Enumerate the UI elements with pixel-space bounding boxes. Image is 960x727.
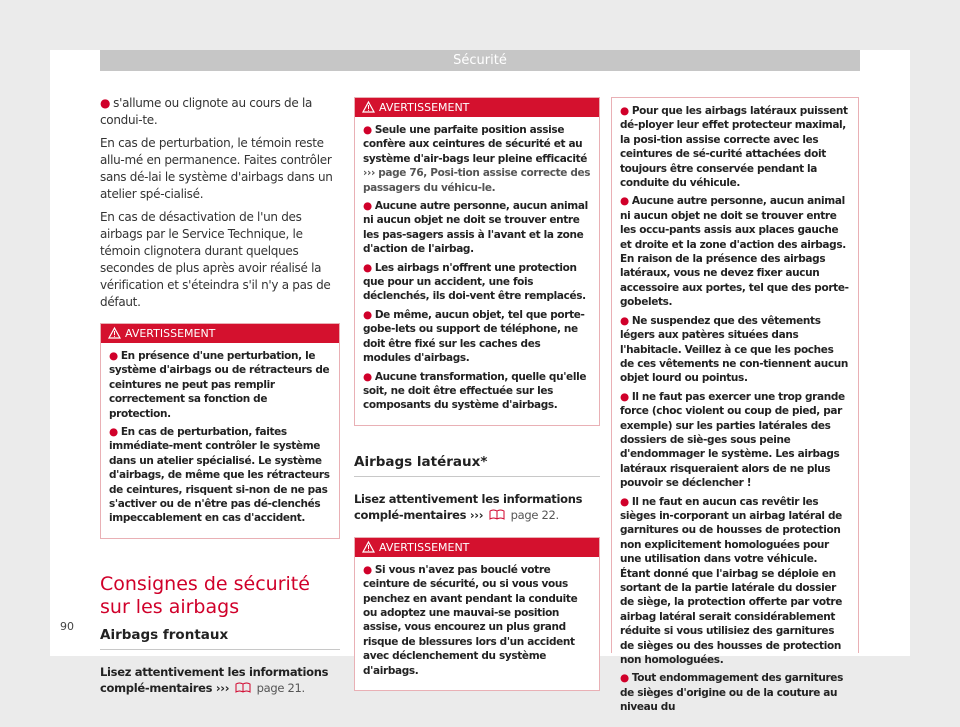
- bullet-icon: ●: [109, 350, 118, 362]
- warning-item: ● Aucune autre personne, aucun animal ni aucun objet ne doit se trouver entre les occu-pants assis aux places gauche et droite et la zone d'action des airbags. En raison de la présence des airbags latéraux, vous ne devez fixer aucun accessoire aux portes, tel que des porte-gobelets.: [620, 195, 849, 309]
- warning-header: AVERTISSEMENT: [355, 538, 599, 557]
- page-reference-link[interactable]: page 22.: [510, 507, 559, 522]
- bullet-icon: ●: [620, 672, 629, 685]
- warning-item: ● Pour que les airbags latéraux puissent dé-ployer leur effet protecteur maximal, la posi-tion assise correcte avec les ceintures de sé-curité attachées doit toujours être conservée pendant la conduite du véhicule.: [620, 105, 848, 190]
- page-reference-link[interactable]: page 21.: [256, 680, 305, 695]
- warning-body: [355, 557, 599, 690]
- bullet-icon: ●: [100, 96, 111, 110]
- bullet-icon: ●: [109, 426, 118, 439]
- chevron-link[interactable]: ›››: [215, 680, 230, 695]
- warning-box: [354, 97, 600, 426]
- warning-body: [355, 117, 599, 425]
- column-middle: [354, 97, 600, 691]
- subsection-title: Airbags frontaux: [100, 627, 340, 650]
- warning-item: ● Il ne faut en aucun cas revêtir les sièges in-corporant un airbag latéral de garnitures ou de housses de protection non explicitement homologuées pour une utilisation dans votre véhicule. Étant donné que l'airbag se déploie en sortant de la partie latérale du dossier de siège, la protection offerte par votre airbag latéral serait considérablement réduite si vous utilisiez des garnitures de sièges ou des housses de protection non homologuées.: [620, 495, 843, 667]
- page-header: Sécurité: [100, 50, 860, 71]
- bullet-icon: ●: [620, 314, 629, 327]
- column-left: [100, 95, 340, 696]
- warning-triangle-icon: [108, 327, 121, 339]
- warning-box-continued: [611, 97, 859, 714]
- warning-header: AVERTISSEMENT: [101, 324, 339, 343]
- warning-item: ● Si vous n'avez pas bouclé votre ceinture de sécurité, ou si vous vous penchez en avant pendant la conduite ou adoptez une mauvai-se position assise, vous encourez un plus grand risque de blessures lors d'un accident avec déclenchement du système d'airbags.: [363, 563, 578, 677]
- warning-triangle-icon: [362, 101, 375, 113]
- warning-body: [101, 343, 339, 538]
- intro-paragraph: Lisez attentivement les informations complé-mentaires ››› page 22.: [354, 491, 583, 522]
- bullet-icon: ●: [363, 308, 372, 321]
- page-number: 90: [60, 620, 74, 633]
- subsection-title: Airbags latéraux*: [354, 454, 600, 477]
- warning-triangle-icon: [362, 541, 375, 553]
- bullet-icon: ●: [363, 200, 372, 213]
- warning-item: ● En cas de perturbation, faites immédiate-ment contrôler le système dans un atelier spécialisé. Le système d'airbags, de même que les rétracteurs de ceintures, risquent si-non de ne pas s'activer ou de n'être pas dé-clenchés impeccablement en cas d'accident.: [109, 426, 330, 525]
- bullet-icon: ●: [363, 124, 372, 136]
- warning-item: ● Les airbags n'offrent une protection que pour un accident, une fois déclenchés, ils doi-vent être remplacés.: [363, 261, 586, 303]
- warning-box: [100, 323, 340, 539]
- bullet-icon: ●: [363, 261, 372, 274]
- warning-item: ● En présence d'une perturbation, le système d'airbags ou de rétracteurs de ceintures ne peut pas remplir correctement sa fonction de protection.: [109, 350, 330, 420]
- warning-item: ● Il ne faut pas exercer une trop grande force (choc violent ou coup de pied, par exemple) sur les parties latérales des dossiers de siè-ges sous peine d'endommager le système. Les airbags latéraux risqueraient alors de ne plus pouvoir se déclencher !: [620, 390, 845, 490]
- warning-item: ● Aucune autre personne, aucun animal ni aucun objet ne doit se trouver entre les pas-sagers assis à l'avant et la zone d'action de l'airbag.: [363, 200, 588, 256]
- paragraph: En cas de perturbation, le témoin reste allu-mé en permanence. Faites contrôler sans dé-lai le système d'airbags dans un atelier spé-cialisé.: [100, 136, 333, 201]
- section-title: Consignes de sécurité sur les airbags: [100, 572, 310, 618]
- cross-reference-link[interactable]: ››› page 76, Posi-tion assise correcte des passagers du véhicu-le.: [363, 167, 591, 194]
- bullet-icon: ●: [620, 495, 629, 508]
- intro-paragraph: Lisez attentivement les informations complé-mentaires ››› page 21.: [100, 664, 329, 695]
- warning-box: [354, 537, 600, 691]
- bullet-icon: ●: [363, 563, 372, 576]
- warning-item: ● De même, aucun objet, tel que porte-gobe-lets ou support de téléphone, ne doit être fixé sur les caches des modules d'airbags.: [363, 308, 585, 365]
- bullet-icon: ●: [363, 370, 372, 383]
- warning-item: ● Seule une parfaite position assise confère aux ceintures de sécurité et au système d'air-bags leur pleine efficacité ››› page 76, Posi-tion assise correcte des passagers du véhicu-le.: [363, 124, 591, 194]
- warning-header: AVERTISSEMENT: [355, 98, 599, 117]
- bullet-icon: ●: [620, 390, 629, 403]
- column-right: [611, 97, 859, 714]
- book-reference-icon: [489, 509, 505, 520]
- bullet-paragraph: ● s'allume ou clignote au cours de la condui-te.: [100, 96, 313, 127]
- paragraph: En cas de désactivation de l'un des airbags par le Service Technique, le témoin clignotera durant quelques secondes de plus après avoir réalisé la vérification et s'éteindra s'il n'y a pas de défaut.: [100, 210, 331, 309]
- book-reference-icon: [235, 682, 251, 693]
- warning-item: ● Ne suspendez que des vêtements légers aux patères situées dans l'habitacle. Veillez à ce que les poches de ces vêtements ne con-tiennent aucun objet lourd ou pointus.: [620, 314, 849, 385]
- warning-item: ● Tout endommagement des garnitures de sièges d'origine ou de la couture au niveau du: [620, 672, 843, 714]
- warning-body: [612, 98, 858, 727]
- manual-page: [50, 50, 910, 714]
- warning-item: ● Aucune transformation, quelle qu'elle soit, ne doit être effectuée sur les composants du système d'airbags.: [363, 370, 587, 412]
- chevron-link[interactable]: ›››: [469, 507, 484, 522]
- bullet-icon: ●: [620, 105, 629, 117]
- bullet-icon: ●: [620, 195, 629, 208]
